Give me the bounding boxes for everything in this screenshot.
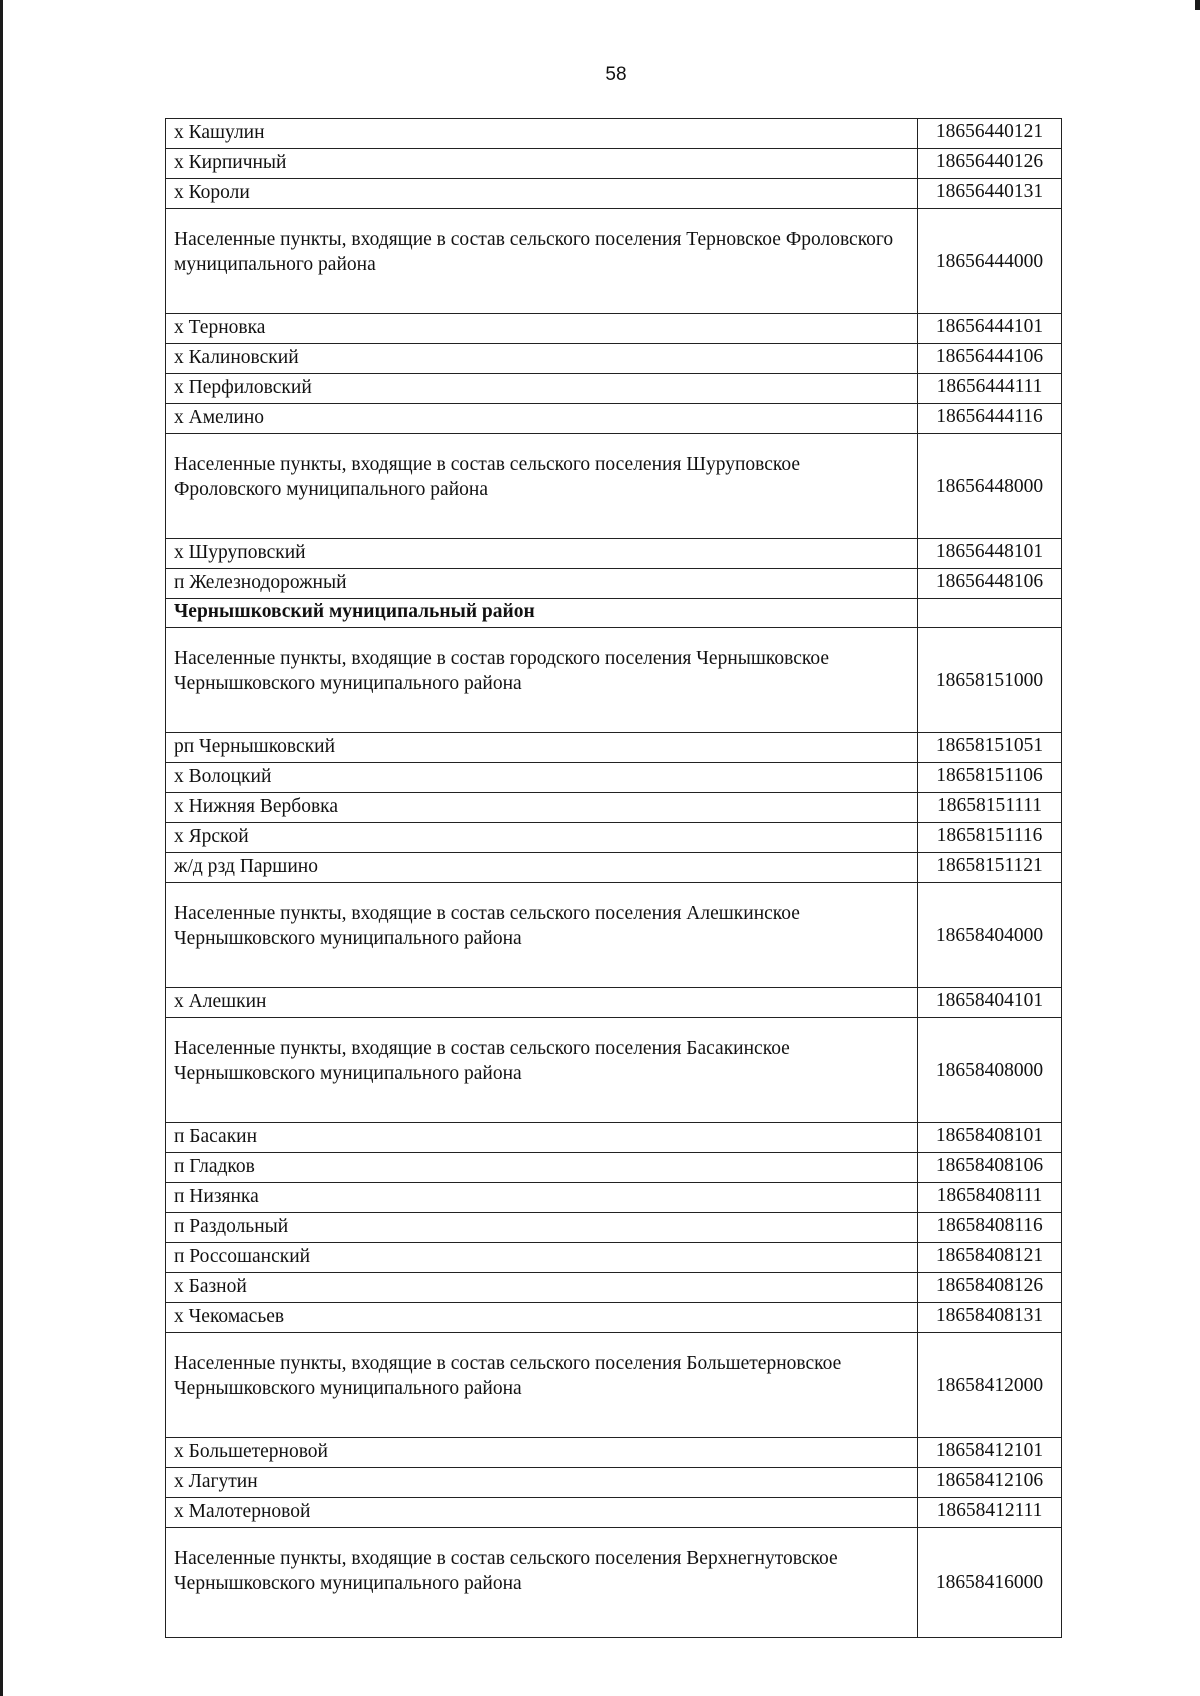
table-row: [166, 569, 1062, 599]
table-row-group-header: [166, 1018, 1062, 1123]
oktmo-code: 18658151106: [918, 763, 1062, 793]
table-row-group-header: [166, 209, 1062, 314]
page-number: 58: [605, 64, 627, 85]
table-row: [166, 793, 1062, 823]
table-row: [166, 1183, 1062, 1213]
table-row: [166, 1213, 1062, 1243]
settlement-name: х Терновка: [166, 314, 918, 344]
oktmo-code: 18658412106: [918, 1468, 1062, 1498]
table-row-group-header: [166, 1528, 1062, 1638]
table-row: [166, 1468, 1062, 1498]
table-row: [166, 539, 1062, 569]
settlement-name: х Волоцкий: [166, 763, 918, 793]
table-row: [166, 763, 1062, 793]
oktmo-code: 18656440121: [918, 119, 1062, 149]
settlement-name: ж/д рзд Паршино: [166, 853, 918, 883]
oktmo-code: 18658408000: [918, 1018, 1062, 1123]
oktmo-code: 18658408111: [918, 1183, 1062, 1213]
settlement-name: х Большетерновой: [166, 1438, 918, 1468]
table-row: [166, 1303, 1062, 1333]
district-name: Чернышковский муниципальный район: [166, 599, 918, 628]
oktmo-code: 18658151116: [918, 823, 1062, 853]
settlement-group-name: Населенные пункты, входящие в состав городского поселения Чернышковское Чернышковского муниципального района: [166, 628, 918, 733]
settlement-name: х Перфиловский: [166, 374, 918, 404]
table-row: [166, 344, 1062, 374]
settlements-table: [165, 118, 1062, 1638]
oktmo-code: 18658412111: [918, 1498, 1062, 1528]
oktmo-code: 18656444101: [918, 314, 1062, 344]
oktmo-code: 18656440131: [918, 179, 1062, 209]
oktmo-code: 18658408131: [918, 1303, 1062, 1333]
settlement-name: п Железнодорожный: [166, 569, 918, 599]
oktmo-code: 18656444106: [918, 344, 1062, 374]
settlement-name: п Гладков: [166, 1153, 918, 1183]
oktmo-code: 18656444111: [918, 374, 1062, 404]
table-row: [166, 1273, 1062, 1303]
settlement-group-name: Населенные пункты, входящие в состав сельского поселения Большетерновское Чернышковского муниципального района: [166, 1333, 918, 1438]
oktmo-code: [918, 599, 1062, 628]
oktmo-code: 18658151121: [918, 853, 1062, 883]
table-row: [166, 1438, 1062, 1468]
table-row: [166, 119, 1062, 149]
table-row: [166, 314, 1062, 344]
oktmo-code: 18658408116: [918, 1213, 1062, 1243]
oktmo-code: 18658404101: [918, 988, 1062, 1018]
oktmo-code: 18658151051: [918, 733, 1062, 763]
table-row: [166, 179, 1062, 209]
settlement-name: х Нижняя Вербовка: [166, 793, 918, 823]
table-row: [166, 988, 1062, 1018]
oktmo-code: 18656448101: [918, 539, 1062, 569]
settlement-name: х Кашулин: [166, 119, 918, 149]
settlement-name: х Чекомасьев: [166, 1303, 918, 1333]
oktmo-code: 18658416000: [918, 1528, 1062, 1638]
table-row: [166, 1243, 1062, 1273]
settlement-name: х Калиновский: [166, 344, 918, 374]
oktmo-code: 18658412000: [918, 1333, 1062, 1438]
settlement-name: х Малотерновой: [166, 1498, 918, 1528]
table-row-group-header: [166, 628, 1062, 733]
oktmo-code: 18656444000: [918, 209, 1062, 314]
oktmo-code: 18658408126: [918, 1273, 1062, 1303]
oktmo-code: 18658151111: [918, 793, 1062, 823]
table-row: [166, 149, 1062, 179]
table-row-group-header: [166, 434, 1062, 539]
oktmo-code: 18658404000: [918, 883, 1062, 988]
table-row: [166, 1123, 1062, 1153]
table-row-group-header: [166, 883, 1062, 988]
oktmo-code: 18658151000: [918, 628, 1062, 733]
table-row: [166, 404, 1062, 434]
oktmo-code: 18656448106: [918, 569, 1062, 599]
table-row: [166, 853, 1062, 883]
scan-corner-mark: [1195, 0, 1200, 10]
oktmo-code: 18658408101: [918, 1123, 1062, 1153]
settlement-name: х Лагутин: [166, 1468, 918, 1498]
settlement-name: х Базной: [166, 1273, 918, 1303]
settlement-name: п Россошанский: [166, 1243, 918, 1273]
settlement-group-name: Населенные пункты, входящие в состав сельского поселения Алешкинское Чернышковского муниципального района: [166, 883, 918, 988]
settlement-name: х Ярской: [166, 823, 918, 853]
oktmo-code: 18656448000: [918, 434, 1062, 539]
oktmo-code: 18656440126: [918, 149, 1062, 179]
settlement-group-name: Населенные пункты, входящие в состав сельского поселения Терновское Фроловского муниципального района: [166, 209, 918, 314]
oktmo-code: 18656444116: [918, 404, 1062, 434]
settlement-name: рп Чернышковский: [166, 733, 918, 763]
settlement-group-name: Населенные пункты, входящие в состав сельского поселения Басакинское Чернышковского муниципального района: [166, 1018, 918, 1123]
settlement-name: х Кирпичный: [166, 149, 918, 179]
settlement-name: х Короли: [166, 179, 918, 209]
settlement-group-name: Населенные пункты, входящие в состав сельского поселения Верхнегнутовское Чернышковского муниципального района: [166, 1528, 918, 1638]
table-row-group-header: [166, 1333, 1062, 1438]
settlement-name: п Раздольный: [166, 1213, 918, 1243]
settlement-name: х Алешкин: [166, 988, 918, 1018]
settlement-name: п Басакин: [166, 1123, 918, 1153]
table-row: [166, 374, 1062, 404]
table-row: [166, 733, 1062, 763]
settlement-name: п Низянка: [166, 1183, 918, 1213]
table-row: [166, 1153, 1062, 1183]
scan-left-edge: [0, 0, 3, 1696]
table-row: [166, 823, 1062, 853]
settlement-name: х Шуруповский: [166, 539, 918, 569]
settlement-name: х Амелино: [166, 404, 918, 434]
settlement-group-name: Населенные пункты, входящие в состав сельского поселения Шуруповское Фроловского муниципального района: [166, 434, 918, 539]
oktmo-code: 18658412101: [918, 1438, 1062, 1468]
oktmo-code: 18658408106: [918, 1153, 1062, 1183]
table-row-district-header: [166, 599, 1062, 628]
table-row: [166, 1498, 1062, 1528]
oktmo-code: 18658408121: [918, 1243, 1062, 1273]
